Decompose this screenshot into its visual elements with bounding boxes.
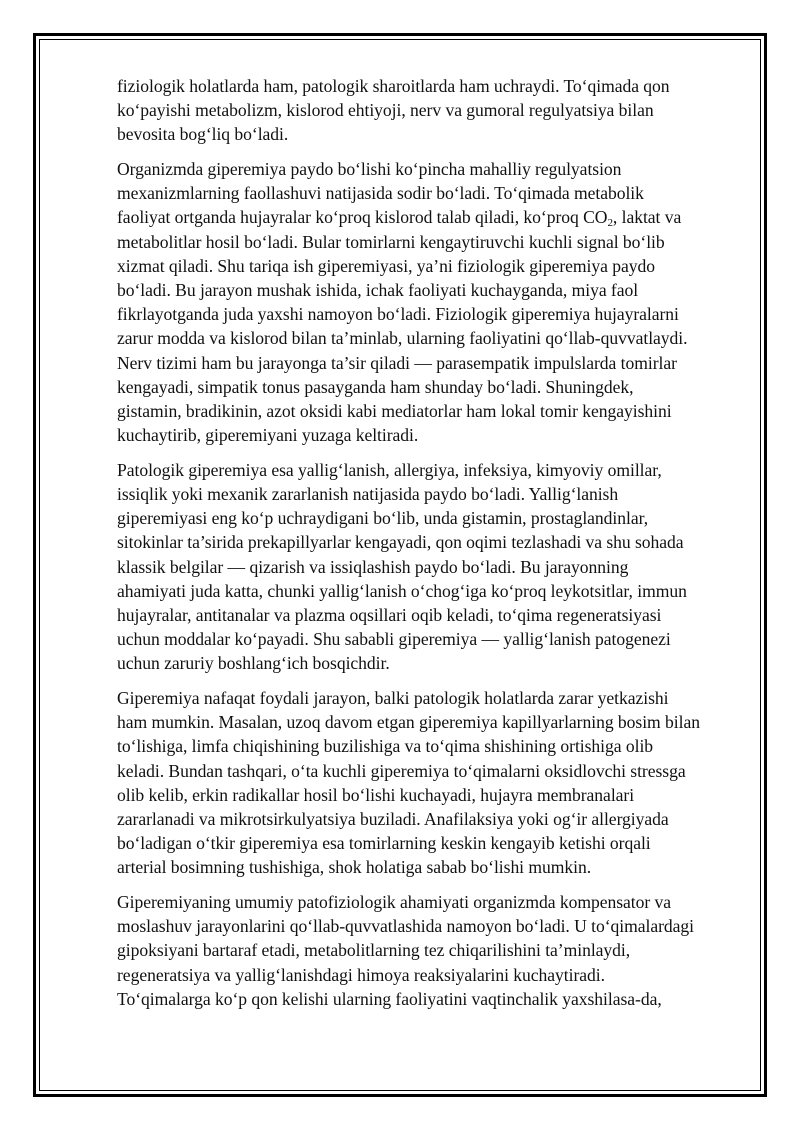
- co2-text: faoliyat ortganda hujayralar ko‘proq kislorod talab qiladi, ko‘proq CO: [117, 207, 608, 228]
- text-line: bevosita bog‘liq bo‘ladi.: [117, 124, 289, 145]
- text-line: moslashuv jarayonlarini qo‘llab-quvvatlashida namoyon bo‘ladi. U to‘qimalardagi: [117, 916, 694, 937]
- text-line: Organizmda giperemiya paydo bo‘lishi ko‘pincha mahalliy regulyatsion: [117, 159, 622, 179]
- paragraph-3: [117, 458, 707, 676]
- text-line: hujayralar, antitanalar va plazma oqsillari oqib keladi, to‘qima regeneratsiyasi: [117, 605, 662, 626]
- text-line: kuchaytirib, giperemiyani yuzaga keltiradi.: [117, 425, 419, 446]
- text-line: gistamin, bradikinin, azot oksidi kabi mediatorlar ham lokal tomir kengayishini: [117, 401, 672, 422]
- paragraph-2: [117, 157, 707, 447]
- co2-tail: , laktat va: [612, 207, 682, 228]
- text-line: giperemiyasi eng ko‘p uchraydigani bo‘lib, unda gistamin, prostaglandinlar,: [117, 508, 649, 529]
- text-line: keladi. Bundan tashqari, o‘ta kuchli giperemiya to‘qimalarni oksidlovchi stressga: [117, 760, 686, 781]
- text-line: olib kelib, erkin radikallar hosil bo‘lishi kuchayadi, hujayra membranalari: [117, 784, 635, 805]
- text-line: xizmat qiladi. Shu tariqa ish giperemiyasi, ya’ni fiziologik giperemiya paydo: [117, 255, 656, 276]
- text-line: ko‘payishi metabolizm, kislorod ehtiyoji, nerv va gumoral regulyatsiya bilan: [117, 100, 654, 121]
- text-line: ham mumkin. Masalan, uzoq davom etgan giperemiya kapillyarlarning bosim bilan: [117, 712, 700, 733]
- text-line: bo‘ladi. Bu jarayon mushak ishida, ichak faoliyati kuchayganda, miya faol: [117, 280, 639, 301]
- text-line: Patologik giperemiya esa yallig‘lanish, allergiya, infeksiya, kimyoviy omillar,: [117, 459, 662, 480]
- text-line: Giperemiyaning umumiy patofiziologik ahamiyati organizmda kompensator va: [117, 892, 672, 913]
- text-line: metabolitlar hosil bo‘ladi. Bular tomirlarni kengaytiruvchi kuchli signal bo‘lib: [117, 231, 665, 252]
- paragraph-5: [117, 890, 707, 1011]
- text-line: fiziologik holatlarda ham, patologik sharoitlarda ham uchraydi. To‘qimada qon: [117, 76, 670, 96]
- text-line: zarur modda va kislorod bilan ta’minlab, ularning faoliyatini qo‘llab-quvvatlaydi.: [117, 328, 688, 349]
- text-line: to‘lishiga, limfa chiqishining buzilishiga va to‘qima shishining ortishiga olib: [117, 736, 654, 757]
- text-line: Giperemiya nafaqat foydali jarayon, balki patologik holatlarda zarar yetkazishi: [117, 688, 669, 709]
- text-line: fikrlayotganda juda yaxshi namoyon bo‘ladi. Fiziologik giperemiya hujayralarni: [117, 304, 679, 325]
- paragraph-1: [117, 74, 707, 147]
- text-line: klassik belgilar — qizarish va issiqlashish paydo bo‘ladi. Bu jarayonning: [117, 556, 629, 577]
- co2-subscript: 2: [607, 217, 613, 230]
- text-line: zararlanadi va mikrotsirkulyatsiya buziladi. Anafilaksiya yoki og‘ir allergiyada: [117, 809, 669, 830]
- paragraph-4: [117, 686, 707, 880]
- text-line-co2: [117, 205, 707, 229]
- text-line: kengayadi, simpatik tonus pasayganda ham shunday bo‘ladi. Shuningdek,: [117, 376, 634, 397]
- text-line: ahamiyati juda katta, chunki yallig‘lanish o‘chog‘iga ko‘proq leykotsitlar, immun: [117, 580, 687, 601]
- document-body: [117, 74, 707, 1021]
- text-line: mexanizmlarning faollashuvi natijasida sodir bo‘ladi. To‘qimada metabolik: [117, 183, 644, 204]
- text-line: issiqlik yoki mexanik zararlanish natijasida paydo bo‘ladi. Yallig‘lanish: [117, 484, 619, 505]
- text-line: uchun moddalar ko‘payadi. Shu sababli giperemiya — yallig‘lanish patogenezi: [117, 629, 671, 650]
- text-line: arterial bosimning tushishiga, shok holatiga sabab bo‘lishi mumkin.: [117, 857, 592, 878]
- text-line: gipoksiyani bartaraf etadi, metabolitlarning tez chiqarilishini ta’minlaydi,: [117, 940, 631, 961]
- text-line: Nerv tizimi ham bu jarayonga ta’sir qiladi — parasempatik impulslarda tomirlar: [117, 352, 677, 373]
- text-line: regeneratsiya va yallig‘lanishdagi himoya reaksiyalarini kuchaytiradi.: [117, 964, 605, 985]
- text-line: sitokinlar ta’sirida prekapillyarlar kengayadi, qon oqimi tezlashadi va shu sohada: [117, 532, 684, 553]
- text-line: To‘qimalarga ko‘p qon kelishi ularning faoliyatini vaqtinchalik yaxshilasa-da,: [117, 988, 662, 1009]
- text-line: bo‘ladigan o‘tkir giperemiya esa tomirlarning keskin kengayib ketishi orqali: [117, 833, 651, 854]
- text-line: uchun zaruriy boshlang‘ich bosqichdir.: [117, 653, 390, 674]
